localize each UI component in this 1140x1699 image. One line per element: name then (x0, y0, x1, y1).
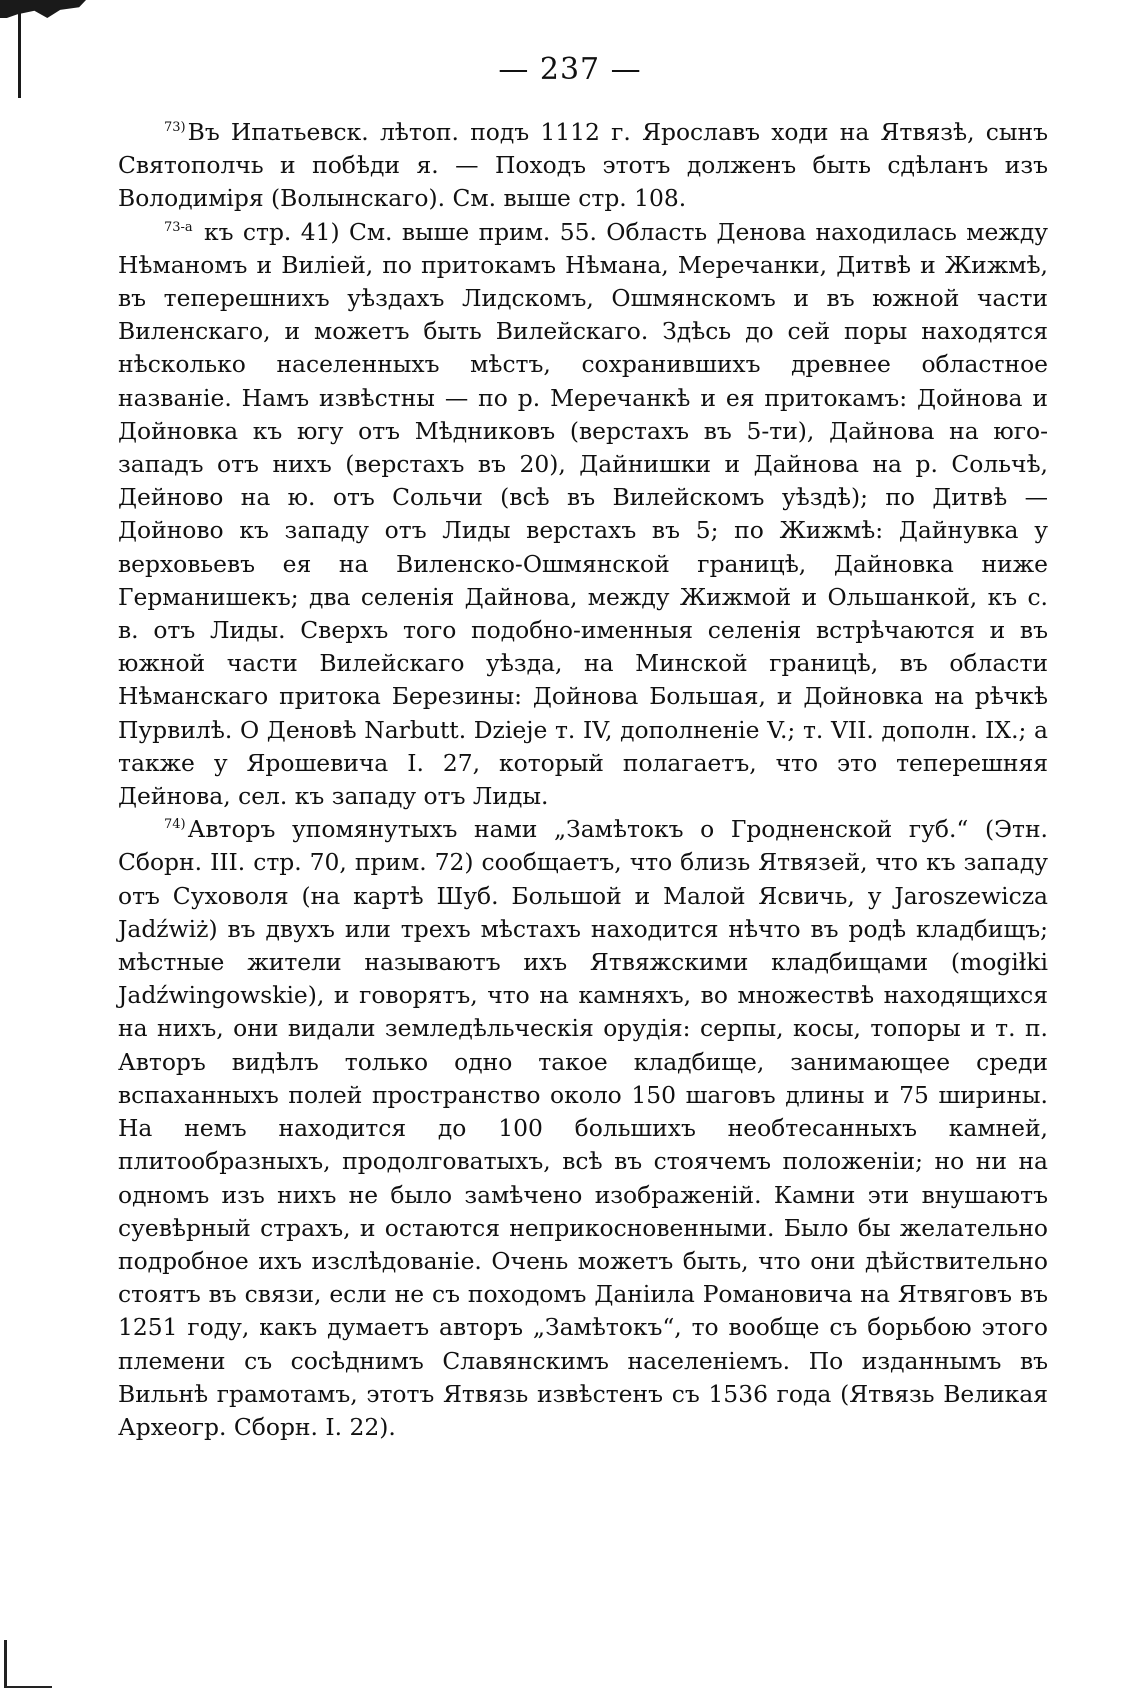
scan-artifact-top (0, 0, 86, 18)
footnotes-body (118, 116, 1048, 1444)
footnote-marker: 74) (164, 817, 186, 833)
footnote-text: Въ Ипатьевск. лѣтоп. подъ 1112 г. Ярославъ ходи на Ятвязѣ, сынъ Святополчь и побѣди я. — Походъ этотъ долженъ быть сдѣланъ изъ Володиміря (Волынскаго). См. выше стр. 108. (118, 118, 1048, 213)
footnote-marker: 73) (164, 120, 186, 135)
footnote-marker: 73-а (164, 219, 193, 235)
footnote-73 (118, 116, 1048, 216)
footnote-text: къ стр. 41) См. выше прим. 55. Область Денова находилась между Нѣманомъ и Виліей, по притокамъ Нѣмана, Меречанки, Дитвѣ и Жижмѣ, въ теперешнихъ уѣздахъ Лидскомъ, Ошмянскомъ и въ южной части Виленскаго, и можетъ быть Вилейскаго. Здѣсь до сей поры находятся нѣсколько населенныхъ мѣстъ, сохранившихъ древнее областное названіе. Намъ извѣстны — по р. Меречанкѣ и ея притокамъ: Дойнова и Дойновка къ югу отъ Мѣдниковъ (верстахъ въ 5-ти), Дайнова на юго-западъ отъ нихъ (верстахъ въ 20), Дайнишки и Дайнова на р. Сольчѣ, Дейново на ю. отъ Сольчи (всѣ въ Вилейскомъ уѣздѣ); по Дитвѣ — Дойново къ западу отъ Лиды верстахъ въ 5; по Жижмѣ: Дайнувка у верховьевъ ея на Виленско-Ошмянской границѣ, Дайновка ниже Германишекъ; два селенія Дайнова, между Жижмой и Ольшанкой, къ с. в. отъ Лиды. Сверхъ того подобно-именныя селенія встрѣчаются и въ южной части Вилейскаго уѣзда, на Минской границѣ, въ области Нѣманскаго притока Березины: Дойнова Большая, и Дойновка на рѣчкѣ Пурвилѣ. О Деновѣ Narbutt. Dzieje т. IV, дополненіе V.; т. VII. дополн. IX.; а также у Ярошевича I. 27, который полагаетъ, что это теперешняя Дейнова, сел. къ западу отъ Лиды. (118, 217, 1048, 811)
footnote-74 (118, 813, 1048, 1444)
footnote-73a (118, 216, 1048, 814)
page-number: — 237 — (498, 52, 642, 87)
footnote-text: Авторъ упомянутыхъ нами „Замѣтокъ о Гродненской губ.“ (Этн. Сборн. III. стр. 70, прим. 72) сообщаетъ, что близь Ятвязей, что къ западу отъ Суховоля (на картѣ Шуб. Большой и Малой Ясвичь, у Jaroszewicza Jadźwiż) въ двухъ или трехъ мѣстахъ находится нѣчто въ родѣ кладбищъ; мѣстные жители называютъ ихъ Ятвяжскими кладбищами (mogiłki Jadźwingowskie), и говорятъ, что на камняхъ, во множествѣ находящихся на нихъ, они видали земледѣльческія орудія: серпы, косы, топоры и т. п. Авторъ видѣлъ только одно такое кладбище, занимающее среди вспаханныхъ полей пространство около 150 шаговъ длины и 75 ширины. На немъ находится до 100 большихъ необтесанныхъ камней, плитообразныхъ, продолговатыхъ, всѣ въ стоячемъ положеніи; но ни на одномъ изъ нихъ не было замѣчено изображеній. Камни эти внушаютъ суевѣрный страхъ, и остаются неприкосновенными. Было бы желательно подробное ихъ изслѣдованіе. Очень можетъ быть, что они дѣйствительно стоятъ въ связи, если не съ походомъ Даніила Романовича на Ятвяговъ въ 1251 году, какъ думаетъ авторъ „Замѣтокъ“, то вообще съ борьбою этого племени съ сосѣднимъ Славянскимъ населеніемъ. По изданнымъ въ Вильнѣ грамотамъ, этотъ Ятвязь извѣстенъ съ 1536 года (Ятвязь Великая Археогр. Сборн. I. 22). (118, 815, 1048, 1441)
scan-artifact-bottom (4, 1640, 7, 1688)
scan-artifact-bottom-edge (4, 1686, 52, 1688)
